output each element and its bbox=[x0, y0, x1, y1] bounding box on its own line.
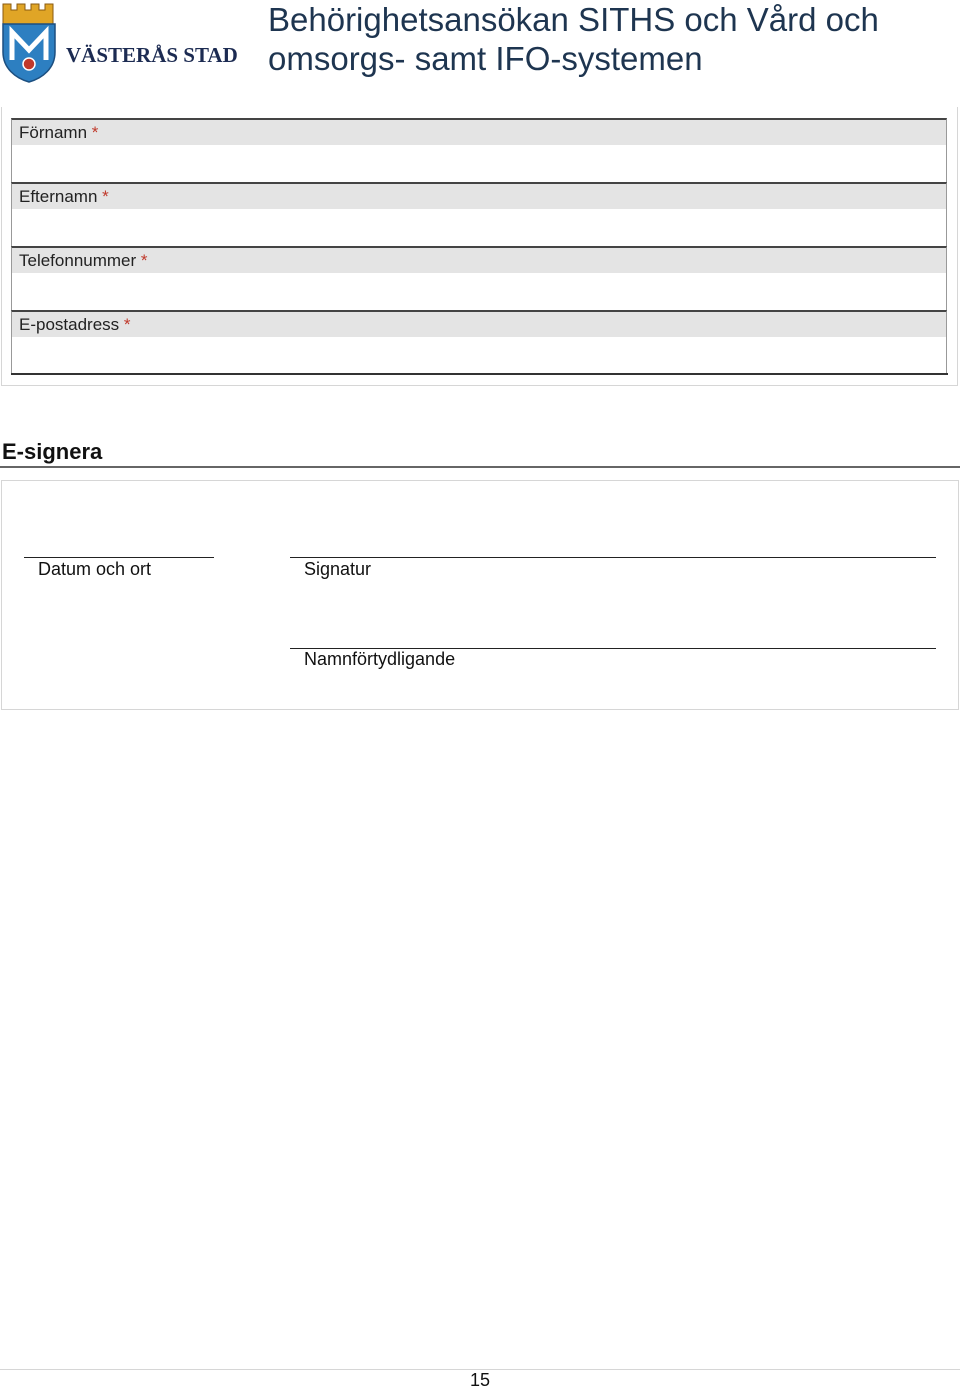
last-name-input[interactable] bbox=[11, 209, 947, 246]
date-place-label: Datum och ort bbox=[38, 559, 152, 579]
phone-label-text: Telefonnummer bbox=[19, 251, 137, 270]
email-label-text: E-postadress bbox=[19, 315, 120, 334]
last-name-field bbox=[11, 182, 947, 246]
document-title: Behörighetsansökan SITHS och Vård och omsorgs- samt IFO-systemen bbox=[268, 1, 879, 77]
first-name-label-text: Förnamn bbox=[19, 123, 88, 142]
phone-field bbox=[11, 246, 947, 310]
last-name-label bbox=[11, 182, 947, 209]
esign-box bbox=[1, 480, 959, 710]
phone-input[interactable] bbox=[11, 273, 947, 310]
page-number: 15 bbox=[470, 1370, 491, 1390]
email-input[interactable] bbox=[11, 337, 947, 374]
esign-section-title: E-signera bbox=[2, 439, 103, 464]
section-divider bbox=[0, 466, 960, 468]
required-marker: * bbox=[91, 123, 99, 142]
phone-label bbox=[11, 246, 947, 273]
date-place-line[interactable] bbox=[24, 557, 214, 558]
signature-label: Signatur bbox=[304, 559, 372, 579]
first-name-field bbox=[11, 118, 947, 182]
logo-wordmark: VÄSTERÅS STAD bbox=[66, 43, 238, 67]
required-marker: * bbox=[140, 251, 148, 270]
email-label bbox=[11, 310, 947, 337]
coat-of-arms-icon bbox=[0, 0, 60, 86]
first-name-input[interactable] bbox=[11, 145, 947, 182]
vasteras-stad-logo bbox=[0, 0, 238, 90]
required-marker: * bbox=[123, 315, 131, 334]
email-field bbox=[11, 310, 947, 374]
form-bottom-border bbox=[11, 373, 948, 375]
required-marker: * bbox=[102, 187, 109, 206]
last-name-label-text: Efternamn bbox=[19, 187, 98, 206]
signature-line[interactable] bbox=[290, 557, 936, 558]
name-clarification-label: Namnförtydligande bbox=[304, 649, 456, 669]
first-name-label bbox=[11, 118, 947, 145]
